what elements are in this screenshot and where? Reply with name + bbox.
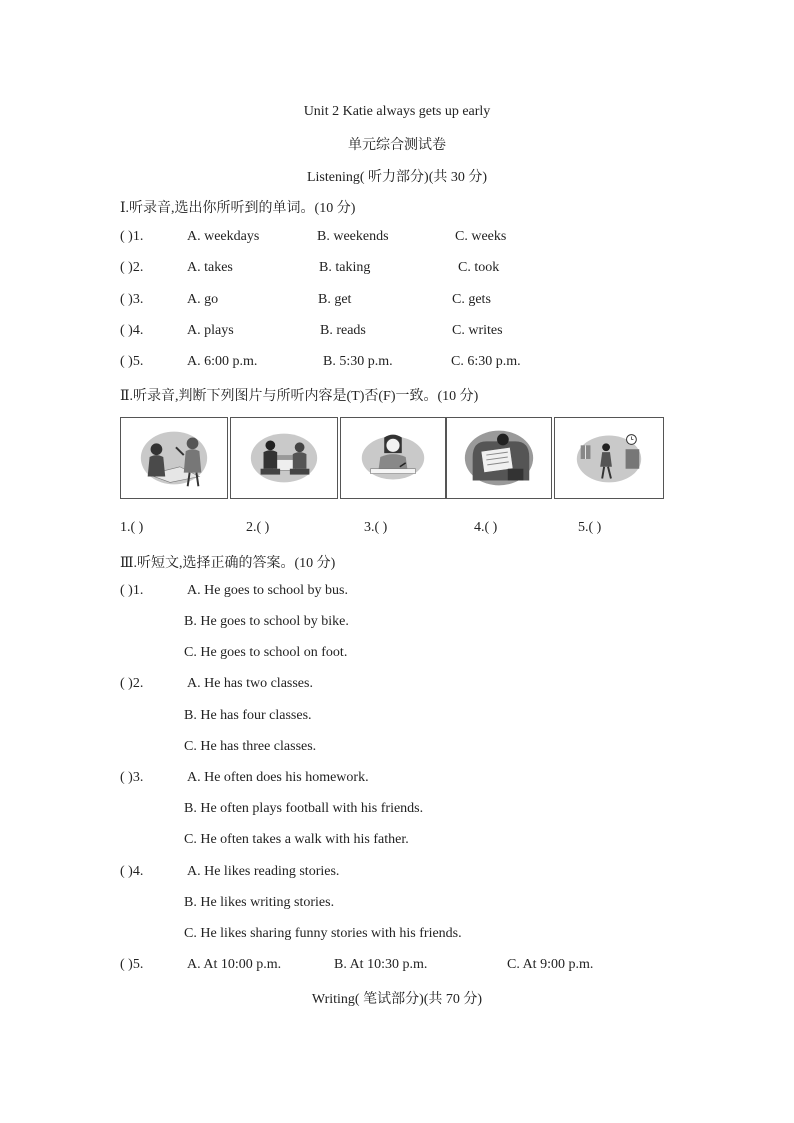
- s3-q3-option-b: B. He often plays football with his friends.: [184, 801, 424, 816]
- s3-q2-option-b: B. He has four classes.: [184, 708, 312, 723]
- s3-q4-number: ( )4.: [120, 864, 144, 879]
- girls-talking-illustration: [121, 418, 227, 498]
- s3-q4-option-a: A. He likes reading stories.: [187, 864, 340, 879]
- s1-q2-number: ( )2.: [120, 260, 144, 275]
- s3-q4-option-b: B. He likes writing stories.: [184, 895, 335, 910]
- s1-q1-number: ( )1.: [120, 229, 144, 244]
- s1-q5-option-b: B. 5:30 p.m.: [323, 354, 393, 369]
- s1-q4-option-b: B. reads: [320, 323, 366, 338]
- s1-q4-number: ( )4.: [120, 323, 144, 338]
- s3-q1-option-c: C. He goes to school on foot.: [184, 645, 348, 660]
- listening-section-title: Listening( 听力部分)(共 30 分): [306, 170, 488, 185]
- section2-heading: Ⅱ.听录音,判断下列图片与所听内容是(T)否(F)一致。(10 分): [120, 389, 479, 404]
- s3-q3-number: ( )3.: [120, 770, 144, 785]
- section1-heading: Ⅰ.听录音,选出你所听到的单词。(10 分): [120, 201, 356, 216]
- s3-q3-option-c: C. He often takes a walk with his father.: [184, 832, 409, 847]
- s1-q1-option-a: A. weekdays: [187, 229, 260, 244]
- s3-q2-option-c: C. He has three classes.: [184, 739, 317, 754]
- s1-q2-option-b: B. taking: [319, 260, 371, 275]
- writing-section-title: Writing( 笔试部分)(共 70 分): [311, 992, 483, 1007]
- s3-q1-option-a: A. He goes to school by bus.: [187, 583, 348, 598]
- s1-q1-option-b: B. weekends: [317, 229, 389, 244]
- s3-q5-option-b: B. At 10:30 p.m.: [334, 957, 428, 972]
- s3-q1-number: ( )1.: [120, 583, 144, 598]
- s2-answer-4: 4.( ): [474, 520, 498, 535]
- test-subtitle: 单元综合测试卷: [348, 138, 446, 153]
- s3-q5-option-c: C. At 9:00 p.m.: [507, 957, 594, 972]
- s1-q2-option-a: A. takes: [187, 260, 233, 275]
- girl-writing-illustration: [341, 418, 445, 498]
- s3-q4-option-c: C. He likes sharing funny stories with his friends.: [184, 926, 462, 941]
- picture-2-boys-playing-chess: [230, 417, 338, 499]
- girl-walking-home-illustration: [555, 418, 663, 498]
- s1-q3-number: ( )3.: [120, 292, 144, 307]
- s3-q1-option-b: B. He goes to school by bike.: [184, 614, 349, 629]
- picture-1-girls-talking: [120, 417, 228, 499]
- s1-q4-option-a: A. plays: [187, 323, 234, 338]
- s2-answer-5: 5.( ): [578, 520, 602, 535]
- boys-playing-chess-illustration: [231, 418, 337, 498]
- s3-q3-option-a: A. He often does his homework.: [187, 770, 369, 785]
- picture-3-girl-writing: [340, 417, 446, 499]
- picture-4-man-reading-newspaper: [446, 417, 552, 499]
- picture-5-girl-walking-home: [554, 417, 664, 499]
- s1-q4-option-c: C. writes: [452, 323, 503, 338]
- s2-answer-2: 2.( ): [246, 520, 270, 535]
- s2-answer-3: 3.( ): [364, 520, 388, 535]
- s1-q3-option-b: B. get: [318, 292, 352, 307]
- s1-q5-option-c: C. 6:30 p.m.: [451, 354, 521, 369]
- unit-title: Unit 2 Katie always gets up early: [303, 104, 491, 119]
- s3-q2-option-a: A. He has two classes.: [187, 676, 313, 691]
- s1-q5-option-a: A. 6:00 p.m.: [187, 354, 258, 369]
- s1-q1-option-c: C. weeks: [455, 229, 507, 244]
- man-reading-newspaper-illustration: [447, 418, 551, 498]
- s3-q5-option-a: A. At 10:00 p.m.: [187, 957, 282, 972]
- s1-q5-number: ( )5.: [120, 354, 144, 369]
- s1-q2-option-c: C. took: [458, 260, 500, 275]
- s2-answer-1: 1.( ): [120, 520, 144, 535]
- s1-q3-option-a: A. go: [187, 292, 219, 307]
- s3-q5-number: ( )5.: [120, 957, 144, 972]
- s1-q3-option-c: C. gets: [452, 292, 491, 307]
- s3-q2-number: ( )2.: [120, 676, 144, 691]
- section3-heading: Ⅲ.听短文,选择正确的答案。(10 分): [120, 556, 336, 571]
